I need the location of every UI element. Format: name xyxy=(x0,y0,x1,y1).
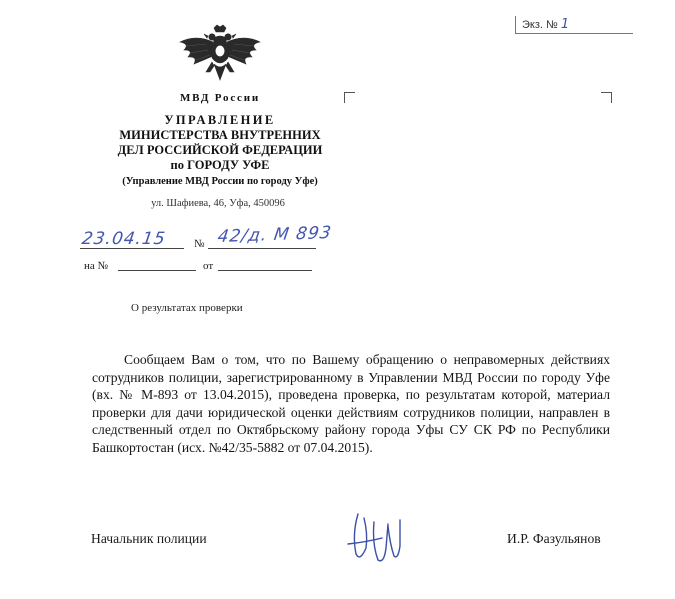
department-line-1: УПРАВЛЕНИЕ xyxy=(164,113,276,127)
eagle-emblem-icon xyxy=(176,24,264,96)
date-line xyxy=(80,248,184,249)
reply-to-label: на № xyxy=(84,260,109,272)
department-line-3: ДЕЛ РОССИЙСКОЙ ФЕДЕРАЦИИ xyxy=(117,143,323,157)
handwritten-number: 42/д. М 893 xyxy=(216,223,334,247)
copy-number-value: 1 xyxy=(560,17,570,32)
department-address: ул. Шафиева, 46, Уфа, 450096 xyxy=(151,198,285,209)
department-title xyxy=(80,113,360,173)
ministry-title: МВД России xyxy=(179,92,260,104)
letter-body-paragraph: Сообщаем Вам о том, что по Вашему обращению о неправомерных действиях сотрудников полиции, зарегистрированному в Управлении МВД России по городу Уфе (вх. № М-893 от 13.04.2015), проведена проверка, по результатам которой, материал проверки для дачи юридической оценки действиям сотрудников полиции, направлен в следственный отдел по Октябрьскому району города Уфы СУ СК РФ по Республики Башкортостан (исх. №42/35-5882 от 07.04.2015). xyxy=(92,352,610,455)
letter-subject: О результатах проверки xyxy=(131,302,243,314)
from-line xyxy=(218,270,312,271)
department-line-4: по ГОРОДУ УФЕ xyxy=(170,158,270,172)
letter-body xyxy=(92,351,610,456)
signer-name: И.Р. Фазульянов xyxy=(507,531,601,546)
number-line xyxy=(208,248,316,249)
department-line-2: МИНИСТЕРСТВА ВНУТРЕННИХ xyxy=(119,128,321,142)
signer-title: Начальник полиции xyxy=(91,531,207,546)
handwritten-date: 23.04.15 xyxy=(80,229,168,249)
handwritten-signature-icon xyxy=(338,504,410,568)
reply-to-line xyxy=(118,270,196,271)
number-label: № xyxy=(194,238,205,250)
department-short-name: (Управление МВД России по городу Уфе) xyxy=(122,176,318,187)
copy-number-label: Экз. № xyxy=(522,19,558,31)
address-field-corner-right xyxy=(601,92,612,103)
copy-number-mark xyxy=(515,16,633,34)
from-label: от xyxy=(203,260,214,272)
